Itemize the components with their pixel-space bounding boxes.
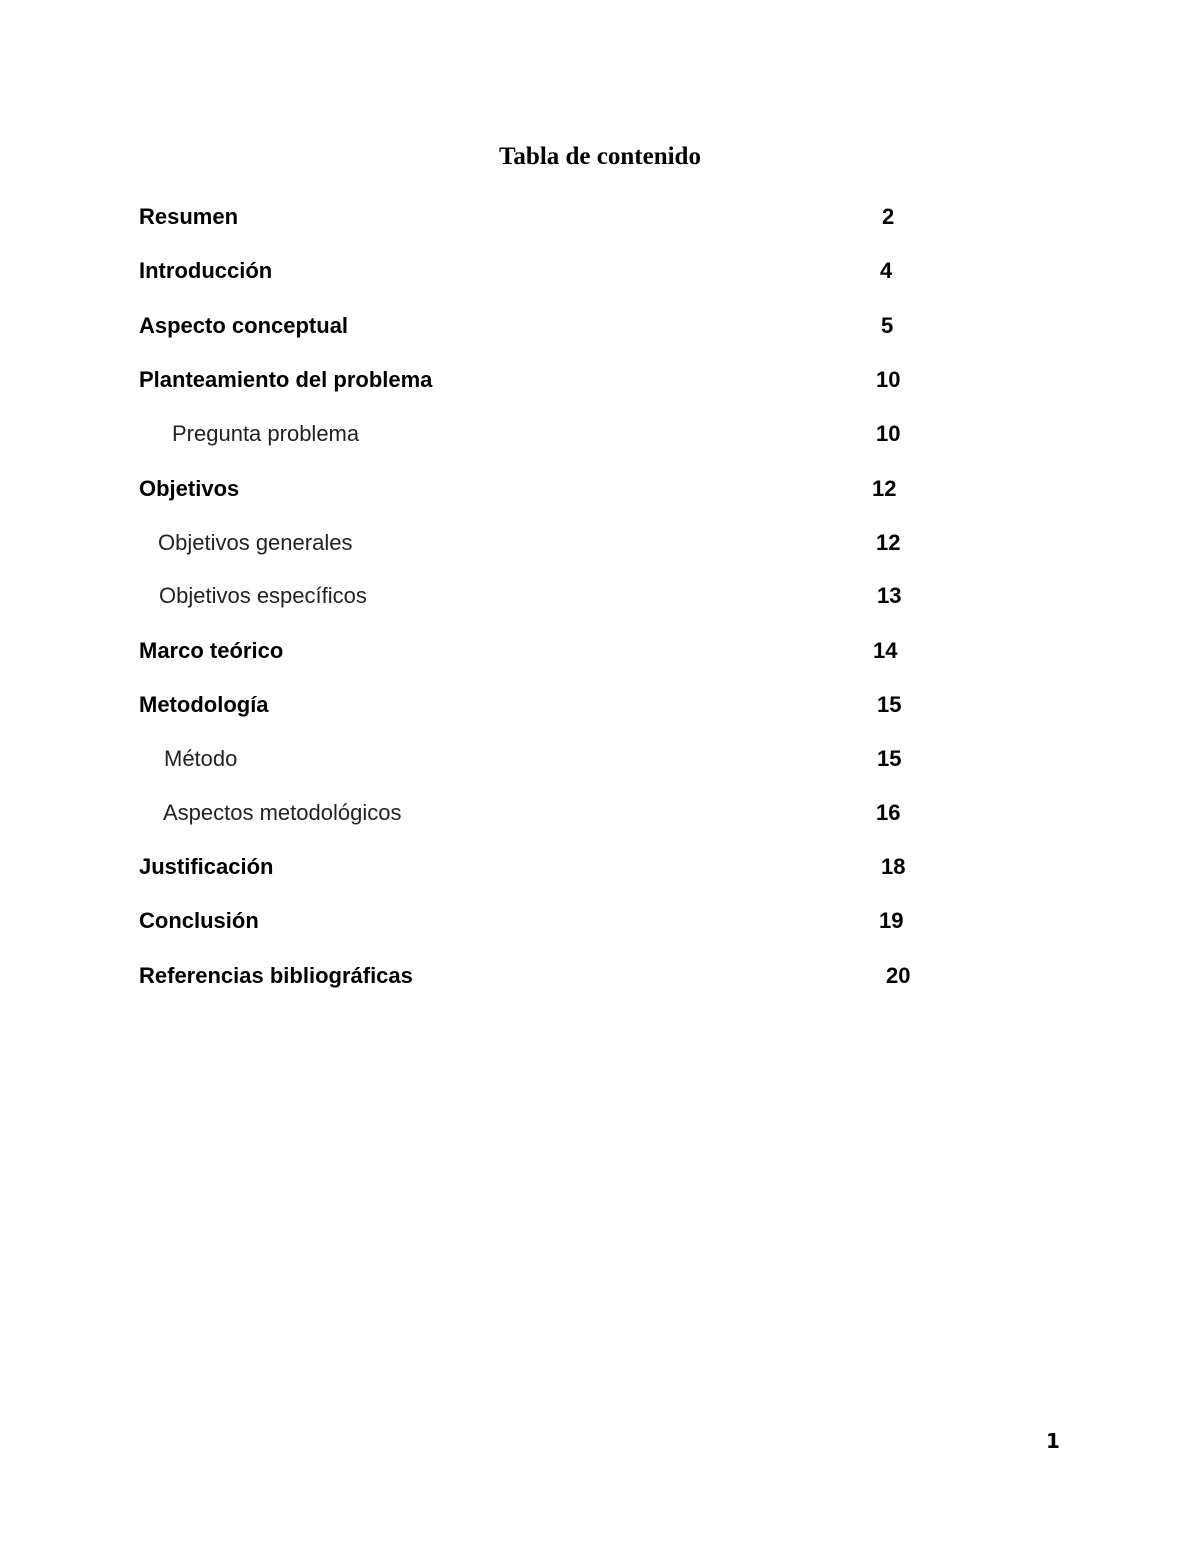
toc-entry-page: 20 [886, 963, 911, 988]
page-number: 1 [1046, 1429, 1060, 1453]
toc-entry-page: 12 [876, 530, 901, 555]
toc-entry-aspecto-conceptual[interactable] [0, 311, 1200, 341]
toc-entry-page: 10 [876, 367, 901, 392]
toc-entry-objetivos-especificos[interactable] [0, 581, 1200, 611]
toc-entry-marco-teorico[interactable] [0, 636, 1200, 666]
toc-entry-referencias[interactable] [0, 961, 1200, 991]
toc-entry-page: 15 [877, 692, 902, 717]
toc-entry-objetivos-generales[interactable] [0, 528, 1200, 558]
toc-entry-objetivos[interactable] [0, 474, 1200, 504]
toc-entry-label: Aspectos metodológicos [163, 800, 402, 825]
toc-entry-page: 4 [880, 258, 893, 283]
toc-entry-metodologia[interactable] [0, 690, 1200, 720]
toc-entry-label: Objetivos generales [158, 530, 353, 555]
toc-entry-resumen[interactable] [0, 202, 1200, 232]
toc-entry-page: 10 [876, 421, 901, 446]
toc-entry-planteamiento[interactable] [0, 365, 1200, 395]
toc-entry-page: 19 [879, 908, 904, 933]
toc-entry-label: Conclusión [139, 908, 259, 933]
toc-entry-page: 5 [881, 313, 894, 338]
toc-entry-label: Pregunta problema [172, 421, 360, 446]
toc-entry-label: Aspecto conceptual [139, 313, 349, 338]
toc-entry-page: 18 [881, 854, 906, 879]
toc-entry-page: 12 [872, 476, 897, 501]
toc-entry-justificacion[interactable] [0, 852, 1200, 882]
toc-entry-label: Objetivos [139, 476, 240, 501]
toc-entry-label: Justificación [139, 854, 274, 879]
toc-entry-page: 14 [873, 638, 898, 663]
toc-entry-label: Objetivos específicos [159, 583, 367, 608]
toc-entry-pregunta-problema[interactable] [0, 419, 1200, 449]
toc-entry-page: 16 [876, 800, 901, 825]
toc-entry-label: Resumen [139, 204, 239, 229]
toc-entry-aspectos-metodologicos[interactable] [0, 798, 1200, 828]
toc-entry-conclusion[interactable] [0, 906, 1200, 936]
toc-entry-introduccion[interactable] [0, 256, 1200, 286]
toc-entry-label: Metodología [139, 692, 269, 717]
toc-entry-label: Planteamiento del problema [139, 367, 433, 392]
toc-entry-page: 15 [877, 746, 902, 771]
toc-entry-label: Introducción [139, 258, 273, 283]
toc-entry-metodo[interactable] [0, 744, 1200, 774]
document-title: Tabla de contenido [499, 143, 701, 170]
toc-entry-label: Marco teórico [139, 638, 284, 663]
toc-entry-page: 13 [877, 583, 902, 608]
toc-entry-page: 2 [882, 204, 895, 229]
toc-entry-label: Referencias bibliográficas [139, 963, 413, 988]
toc-entry-label: Método [164, 746, 238, 771]
